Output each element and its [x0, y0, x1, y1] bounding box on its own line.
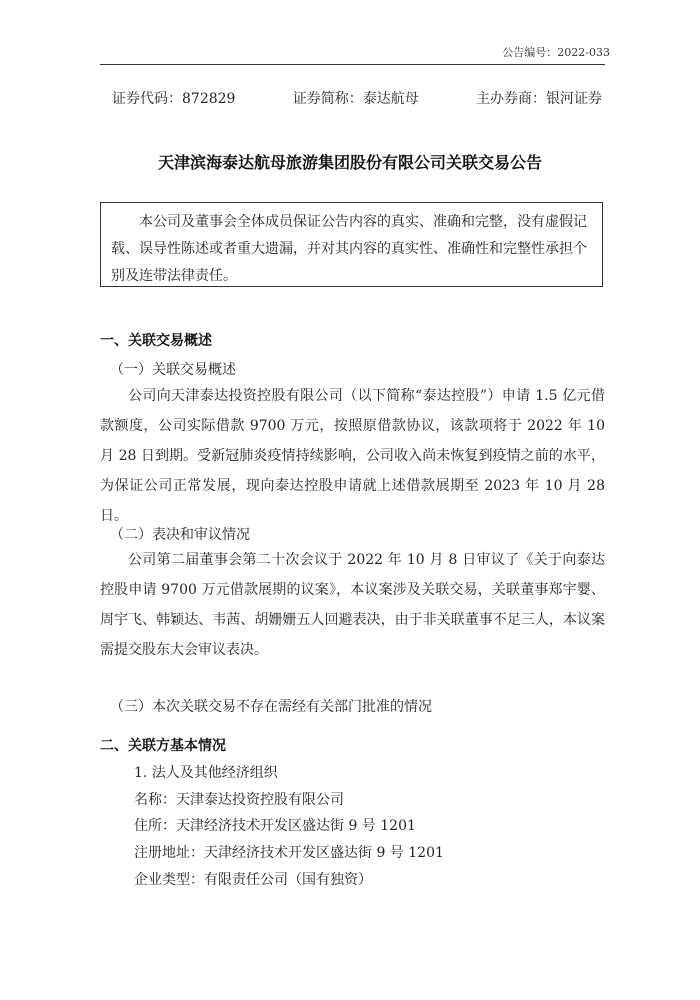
disclaimer-text: 本公司及董事会全体成员保证公告内容的真实、准确和完整，没有虚假记载、误导性陈述或者重大遗漏，并对其内容的真实性、准确性和完整性承担个别及连带法律责任。 [111, 214, 587, 284]
entity-type-heading: 1. 法人及其他经济组织 [134, 765, 278, 781]
document-title: 天津滨海泰达航母旅游集团股份有限公司关联交易公告 [157, 153, 542, 172]
entity-address: 住所：天津经济技术开发区盛达街 9 号 1201 [134, 818, 416, 834]
section-2-heading: 二、关联方基本情况 [100, 738, 226, 754]
subsection-2-paragraph: 公司第二届董事会第二十次会议于 2022 年 10 月 8 日审议了《关于向泰达控股申请 9700 万元借款展期的议案》，本议案涉及关联交易，关联董事郑宇婴、周宇飞、韩颖达、韦茜、胡姗姗五人回避表决，由于非关联董事不足三人，本议案需提交股东大会审议表决。 [100, 552, 605, 658]
disclaimer-box [100, 202, 603, 287]
header-rule [100, 64, 605, 65]
section-1-sub-2 [100, 524, 605, 544]
section-1-sub-1-body [100, 381, 605, 531]
entity-company-type: 企业类型：有限责任公司（国有独资） [134, 872, 372, 888]
section-1-heading: 一、关联交易概述 [100, 333, 212, 349]
subsection-3-heading: （三）本次关联交易不存在需经有关部门批准的情况 [110, 699, 432, 715]
section-1-heading-block [100, 330, 605, 350]
entity-registered-address: 注册地址：天津经济技术开发区盛达街 9 号 1201 [134, 845, 444, 861]
section-2-heading-block [100, 735, 605, 755]
sponsor-broker: 主办券商：银河证券 [475, 91, 602, 107]
section-2-item-1 [100, 762, 605, 782]
entity-reg-address-row [100, 842, 605, 862]
subsection-1-heading: （一）关联交易概述 [110, 362, 236, 378]
entity-address-row [100, 815, 605, 835]
entity-type-row [100, 869, 605, 889]
security-code: 证券代码：872829 [112, 91, 236, 107]
announcement-number: 公告编号：2022-033 [502, 46, 610, 59]
security-meta-row [112, 88, 602, 108]
entity-name: 名称：天津泰达投资控股有限公司 [134, 792, 344, 808]
entity-name-row [100, 789, 605, 809]
section-1-sub-3 [100, 696, 605, 716]
section-1-sub-2-body [100, 545, 605, 665]
subsection-1-paragraph: 公司向天津泰达投资控股有限公司（以下简称“泰达控股”）申请 1.5 亿元借款额度，公司实际借款 9700 万元，按照原借款协议，该款项将于 2022 年 10 月 28 日到期。受新冠肺炎疫情持续影响，公司收入尚未恢复到疫情之前的水平，为保证公司正常发展，现向泰达控股申请就上述借款展期至 2023 年 10 月 28 日。 [100, 388, 605, 524]
security-abbreviation: 证券简称：泰达航母 [292, 91, 419, 107]
subsection-2-heading: （二）表决和审议情况 [110, 527, 250, 543]
section-1-sub-1 [100, 359, 605, 379]
